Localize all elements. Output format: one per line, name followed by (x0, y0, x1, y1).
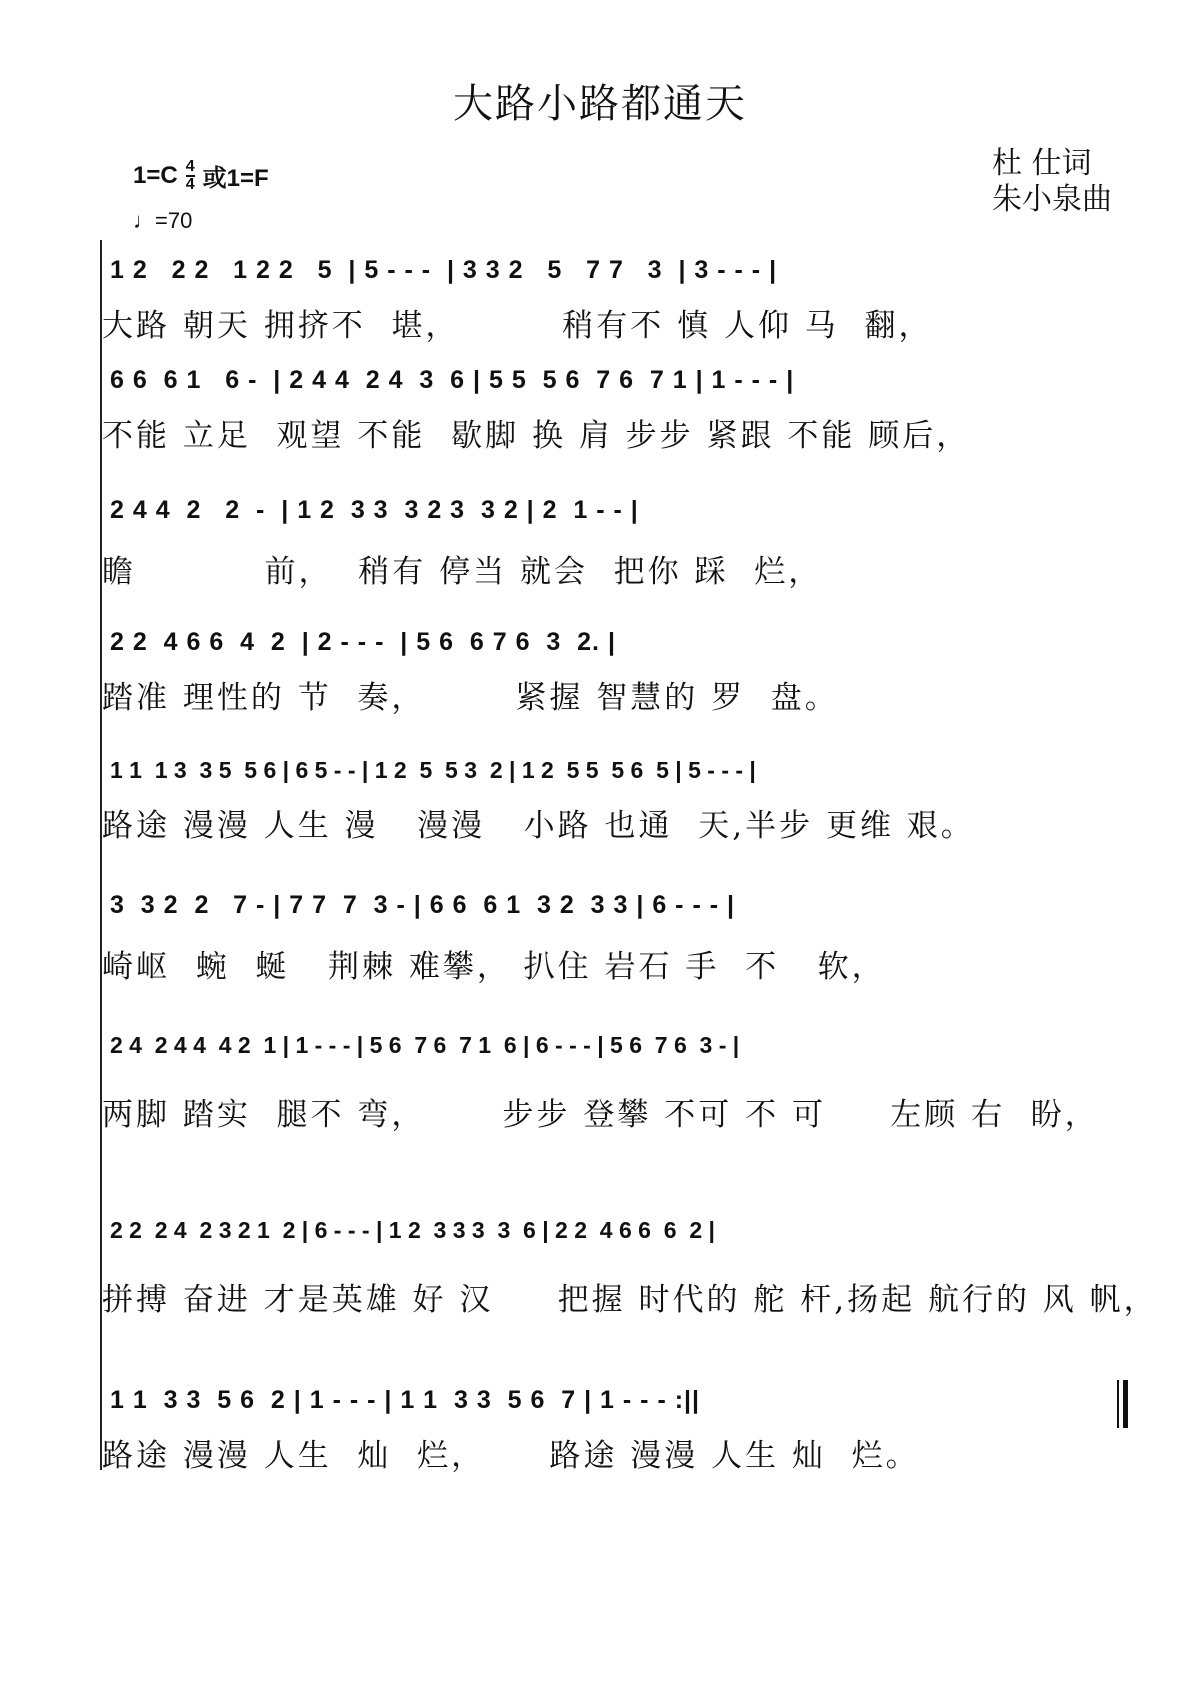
time-denominator: 4 (185, 175, 195, 193)
time-numerator: 4 (185, 157, 195, 175)
lyrics-line: 路途 漫漫 人生 灿 烂， 路途 漫漫 人生 灿 烂。 (102, 1438, 920, 1474)
lyricist-credit: 杜 仕词 (992, 146, 1092, 181)
notation-line: 2 2 4 6 6 4 2 | 2 - - - | 5 6 6 7 6 3 2. | (110, 627, 616, 656)
notation-line: 2 2 2 4 2 3 2 1 2 | 6 - - - | 1 2 3 3 3 3 6 | 2 2 4 6 6 6 2 | (110, 1216, 715, 1243)
lyrics-line: 大路 朝天 拥挤不 堪， 稍有不 慎 人仰 马 翻， (102, 308, 933, 344)
final-barline-thick (1123, 1380, 1128, 1428)
tempo-marking: ♩=70 (133, 208, 193, 233)
lyrics-line: 崎岖 蜿 蜒 荆棘 难攀， 扒住 岩石 手 不 软， (102, 949, 886, 985)
key-label: 1=C (133, 161, 178, 189)
alt-key-label: 或1=F (202, 165, 269, 192)
song-title: 大路小路都通天 (453, 81, 747, 127)
final-barline-thin (1117, 1380, 1119, 1428)
notation-line: 3 3 2 2 7 - | 7 7 7 3 - | 6 6 6 1 3 2 3 3 | 6 - - - | (110, 890, 735, 919)
time-signature (186, 159, 195, 193)
lyrics-line: 拼搏 奋进 才是英雄 好 汉 把握 时代的 舵 杆,扬起 航行的 风 帆， (102, 1282, 1158, 1318)
notation-line: 1 1 3 3 5 6 2 | 1 - - - | 1 1 3 3 5 6 7 | 1 - - - :|| (110, 1385, 701, 1414)
notation-line: 2 4 2 4 4 4 2 1 | 1 - - - | 5 6 7 6 7 1 6 | 6 - - - | 5 6 7 6 3 - | (110, 1031, 740, 1058)
composer-credit: 朱小泉曲 (992, 182, 1112, 217)
credits (992, 146, 1112, 218)
lyrics-line: 不能 立足 观望 不能 歇脚 换 肩 步步 紧跟 不能 顾后， (102, 418, 971, 454)
lyrics-line: 瞻 前， 稍有 停当 就会 把你 踩 烂， (102, 554, 823, 590)
lyrics-line: 踏准 理性的 节 奏， 紧握 智慧的 罗 盘。 (102, 680, 839, 716)
lyrics-line: 两脚 踏实 腿不 弯， 步步 登攀 不可 不 可 左顾 右 盼， (102, 1097, 1099, 1133)
lyrics-line: 路途 漫漫 人生 漫 漫漫 小路 也通 天,半步 更维 艰。 (102, 808, 975, 844)
notation-line: 6 6 6 1 6 - | 2 4 4 2 4 3 6 | 5 5 5 6 7 6 7 1 | 1 - - - | (110, 365, 795, 394)
notation-line: 1 2 2 2 1 2 2 5 | 5 - - - | 3 3 2 5 7 7 3 | 3 - - - | (110, 255, 778, 284)
notation-line: 2 4 4 2 2 - | 1 2 3 3 3 2 3 3 2 | 2 1 - - | (110, 495, 639, 524)
key-signature (133, 158, 269, 193)
notation-line: 1 1 1 3 3 5 5 6 | 6 5 - - | 1 2 5 5 3 2 | 1 2 5 5 5 6 5 | 5 - - - | (110, 756, 756, 783)
